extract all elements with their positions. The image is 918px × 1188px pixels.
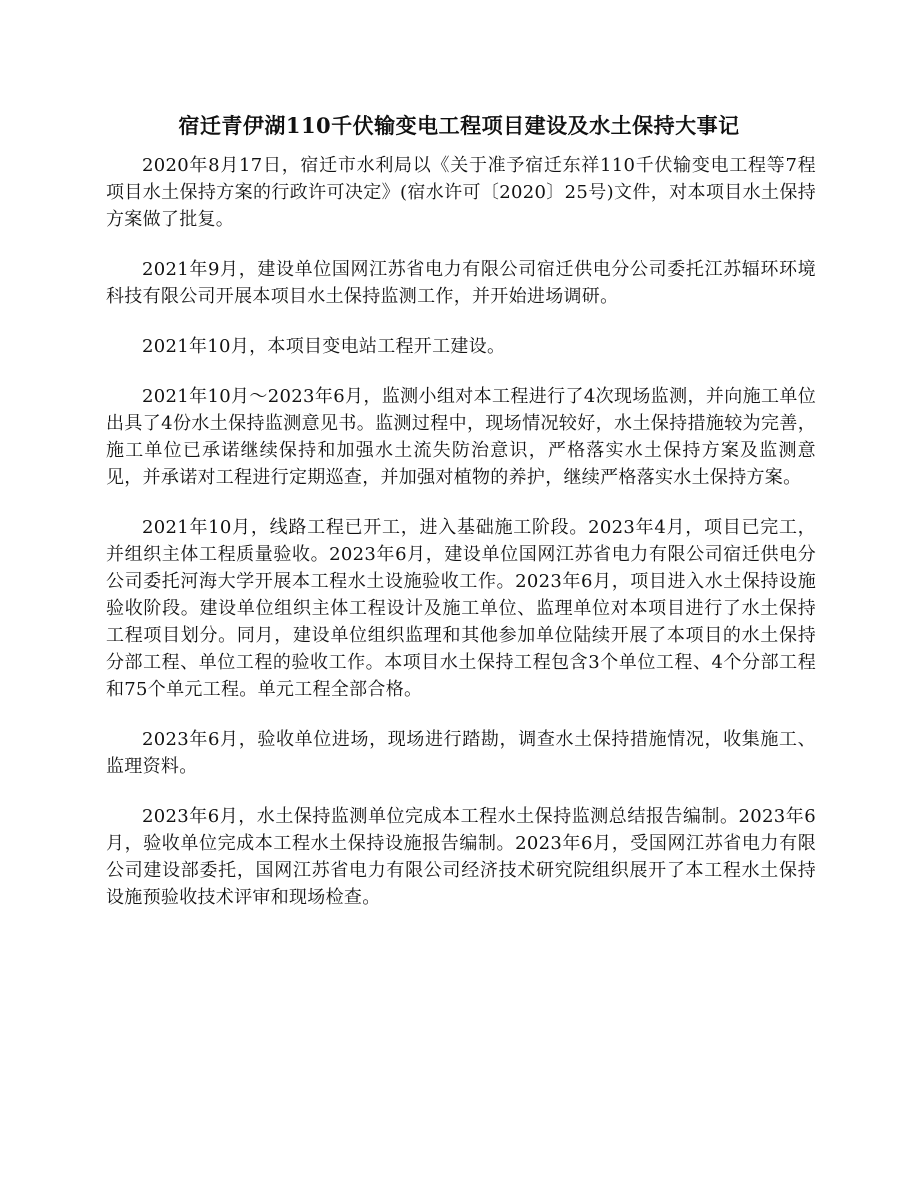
paragraph-2020-approval: 2020年8月17日，宿迁市水利局以《关于准予宿迁东祥110千伏输变电工程等7程项目水土保持方案的行政许可决定》(宿水许可〔2020〕25号)文件，对本项目水土保持方案做了批复。 — [106, 155, 816, 230]
paragraph-site-survey: 2023年6月，验收单位进场，现场进行踏勘，调查水土保持措施情况，收集施工、监理资料。 — [106, 729, 816, 777]
paragraph-2021-construction-start: 2021年10月，本项目变电站工程开工建设。 — [142, 336, 506, 357]
paragraph-line-works-acceptance: 2021年10月，线路工程已开工，进入基础施工阶段。2023年4月，项目已完工，并组织主体工程质量验收。2023年6月，建设单位国网江苏省电力有限公司宿迁供电分公司委托河海大学开展本工程水土设施验收工作。2023年6月，项目进入水土保持设施验收阶段。建设单位组织主体工程设计及施工单位、监理单位对本项目进行了水土保持工程项目划分。同月，建设单位组织监理和其他参加单位陆续开展了本项目的水土保持分部工程、单位工程的验收工作。本项目水土保持工程包含3个单位工程、4个分部工程和75个单元工程。单元工程全部合格。 — [106, 517, 816, 700]
paragraph-reports-review: 2023年6月，水土保持监测单位完成本工程水土保持监测总结报告编制。2023年6月，验收单位完成本工程水土保持设施报告编制。2023年6月，受国网江苏省电力有限公司建设部委托，国网江苏省电力有限公司经济技术研究院组织展开了本工程水土保持设施预验收技术评审和现场检查。 — [106, 806, 816, 908]
paragraph-monitoring-visits: 2021年10月～2023年6月，监测小组对本工程进行了4次现场监测，并向施工单位出具了4份水土保持监测意见书。监测过程中，现场情况较好，水土保持措施较为完善，施工单位已承诺继续保持和加强水土流失防治意识，严格落实水土保持方案及监测意见，并承诺对工程进行定期巡查，并加强对植物的养护，继续严格落实水土保持方案。 — [106, 386, 816, 488]
document-body — [106, 152, 816, 934]
document-title: 宿迁青伊湖110千伏输变电工程项目建设及水土保持大事记 — [178, 113, 740, 138]
paragraph-2021-monitoring-contract: 2021年9月，建设单位国网江苏省电力有限公司宿迁供电分公司委托江苏辐环环境科技有限公司开展本项目水土保持监测工作，并开始进场调研。 — [106, 259, 816, 307]
